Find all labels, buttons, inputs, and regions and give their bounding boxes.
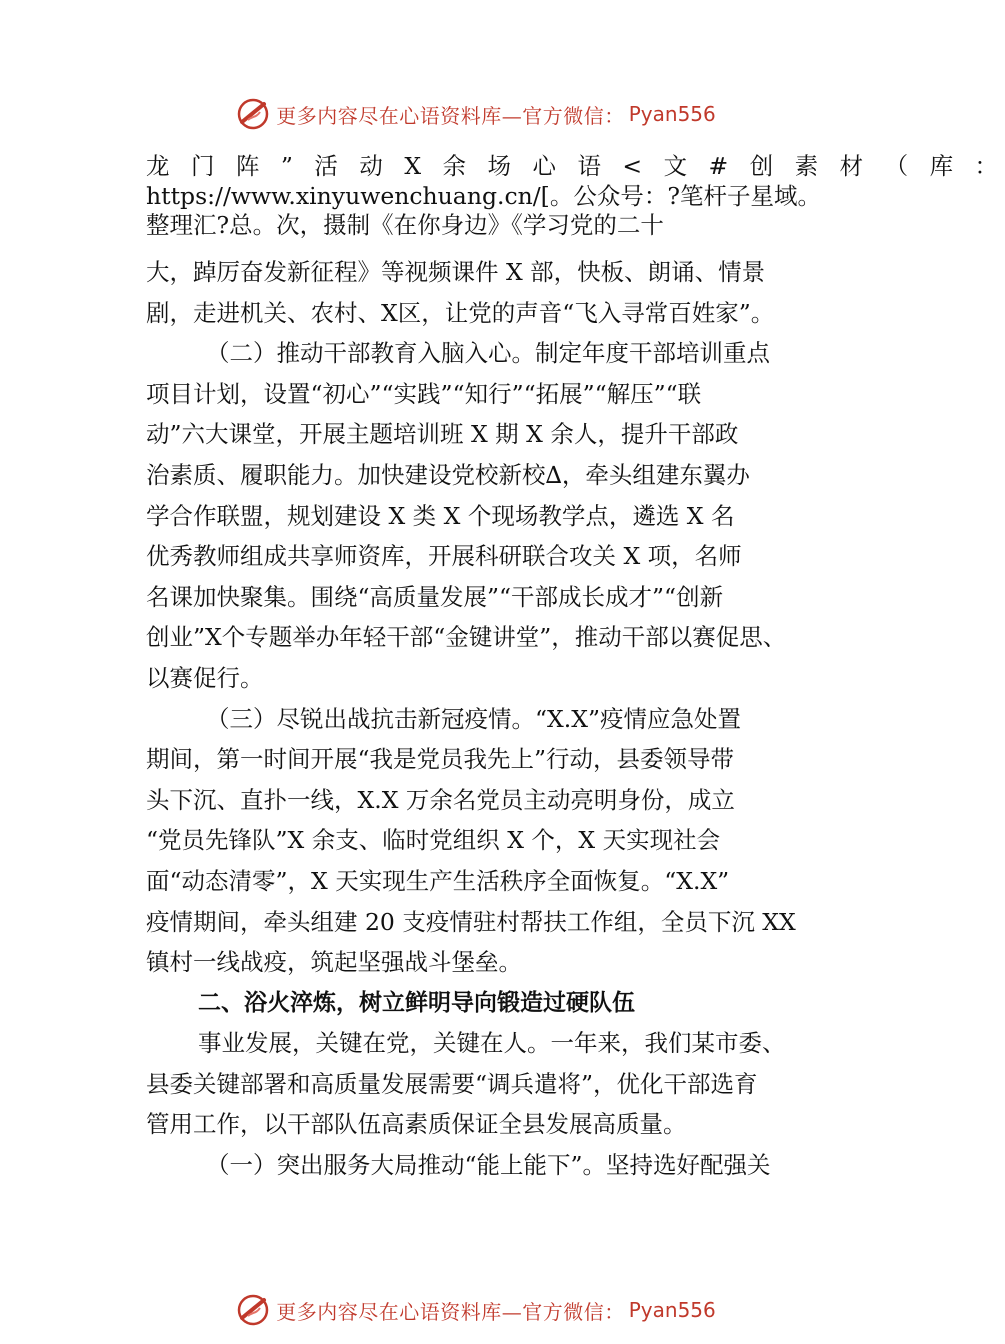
text-line: 优秀教师组成共享师资库，开展科研联合攻关 X 项，名师 xyxy=(146,542,742,571)
text-line: （一）突出服务大局推动“能上能下”。坚持选好配强关 xyxy=(206,1151,771,1180)
text-line: 剧，走进机关、农村、X区，让党的声音“飞入寻常百姓家”。 xyxy=(146,298,775,327)
text-line: 龙 门 阵 ” 活 动 X 余 场 心 语 < 文 # 创 素 材 （ 库 ： xyxy=(146,152,1005,180)
text-line: （二）推动干部教育入脑入心。制定年度干部培训重点 xyxy=(206,339,770,368)
watermark-wechat-id: Pyan556 xyxy=(628,102,716,126)
red-seal-logo-icon xyxy=(234,1292,272,1328)
text-line: 项目计划，设置“初心”“实践”“知行”“拓展”“解压”“联 xyxy=(146,379,702,408)
footer-watermark xyxy=(0,1290,950,1330)
text-line: 事业发展，关键在党，关键在人。一年来，我们某市委、 xyxy=(198,1029,786,1058)
text-line: 面“动态清零”，X 天实现生产生活秩序全面恢复。“X.X” xyxy=(146,866,730,895)
text-line: 学合作联盟，规划建设 X 类 X 个现场教学点，遴选 X 名 xyxy=(146,501,735,530)
text-line: 管用工作，以干部队伍高素质保证全县发展高质量。 xyxy=(146,1110,687,1139)
text-line: 治素质、履职能力。加快建设党校新校∆，牵头组建东翼办 xyxy=(146,460,750,489)
text-line: 期间，第一时间开展“我是党员我先上”行动，县委领导带 xyxy=(146,745,735,774)
text-line: 头下沉、直扑一线，X.X 万余名党员主动亮明身份，成立 xyxy=(146,785,735,814)
document-body xyxy=(146,150,1005,1186)
text-line: 动”六大课堂，开展主题培训班 X 期 X 余人，提升干部政 xyxy=(146,420,739,449)
section-heading: 二、浴火淬炼，树立鲜明导向锻造过硬队伍 xyxy=(198,989,635,1016)
red-seal-logo-icon xyxy=(234,96,272,132)
watermark-text: 更多内容尽在心语资料库—官方微信： xyxy=(276,103,625,128)
text-line: 创业”X个专题举办年轻干部“金键讲堂”，推动干部以赛促思、 xyxy=(146,623,787,652)
text-line: 大，踔厉奋发新征程》等视频课件 X 部，快板、朗诵、情景 xyxy=(146,258,766,286)
text-line: https://www.xinyuwenchuang.cn/[。公众号：?笔杆子星域。 xyxy=(146,182,821,210)
watermark-text: 更多内容尽在心语资料库—官方微信： xyxy=(276,1299,625,1324)
watermark-wechat-id: Pyan556 xyxy=(628,1298,716,1322)
text-line: “党员先锋队”X 余支、临时党组织 X 个，X 天实现社会 xyxy=(146,826,721,855)
text-line: 疫情期间，牵头组建 20 支疫情驻村帮扶工作组，全员下沉 XX xyxy=(146,907,796,936)
text-line: 镇村一线战疫，筑起坚强战斗堡垒。 xyxy=(146,948,522,977)
text-line: （三）尽锐出战抗击新冠疫情。“X.X”疫情应急处置 xyxy=(206,704,741,733)
text-line: 名课加快聚集。围绕“高质量发展”“干部成长成才”“创新 xyxy=(146,582,724,611)
header-watermark xyxy=(0,94,950,134)
text-line: 以赛促行。 xyxy=(146,663,264,692)
text-line: 整理汇?总。次，摄制《在你身边》《学习党的二十 xyxy=(146,211,664,239)
text-line: 县委关键部署和高质量发展需要“调兵遣将”，优化干部选育 xyxy=(146,1069,758,1098)
